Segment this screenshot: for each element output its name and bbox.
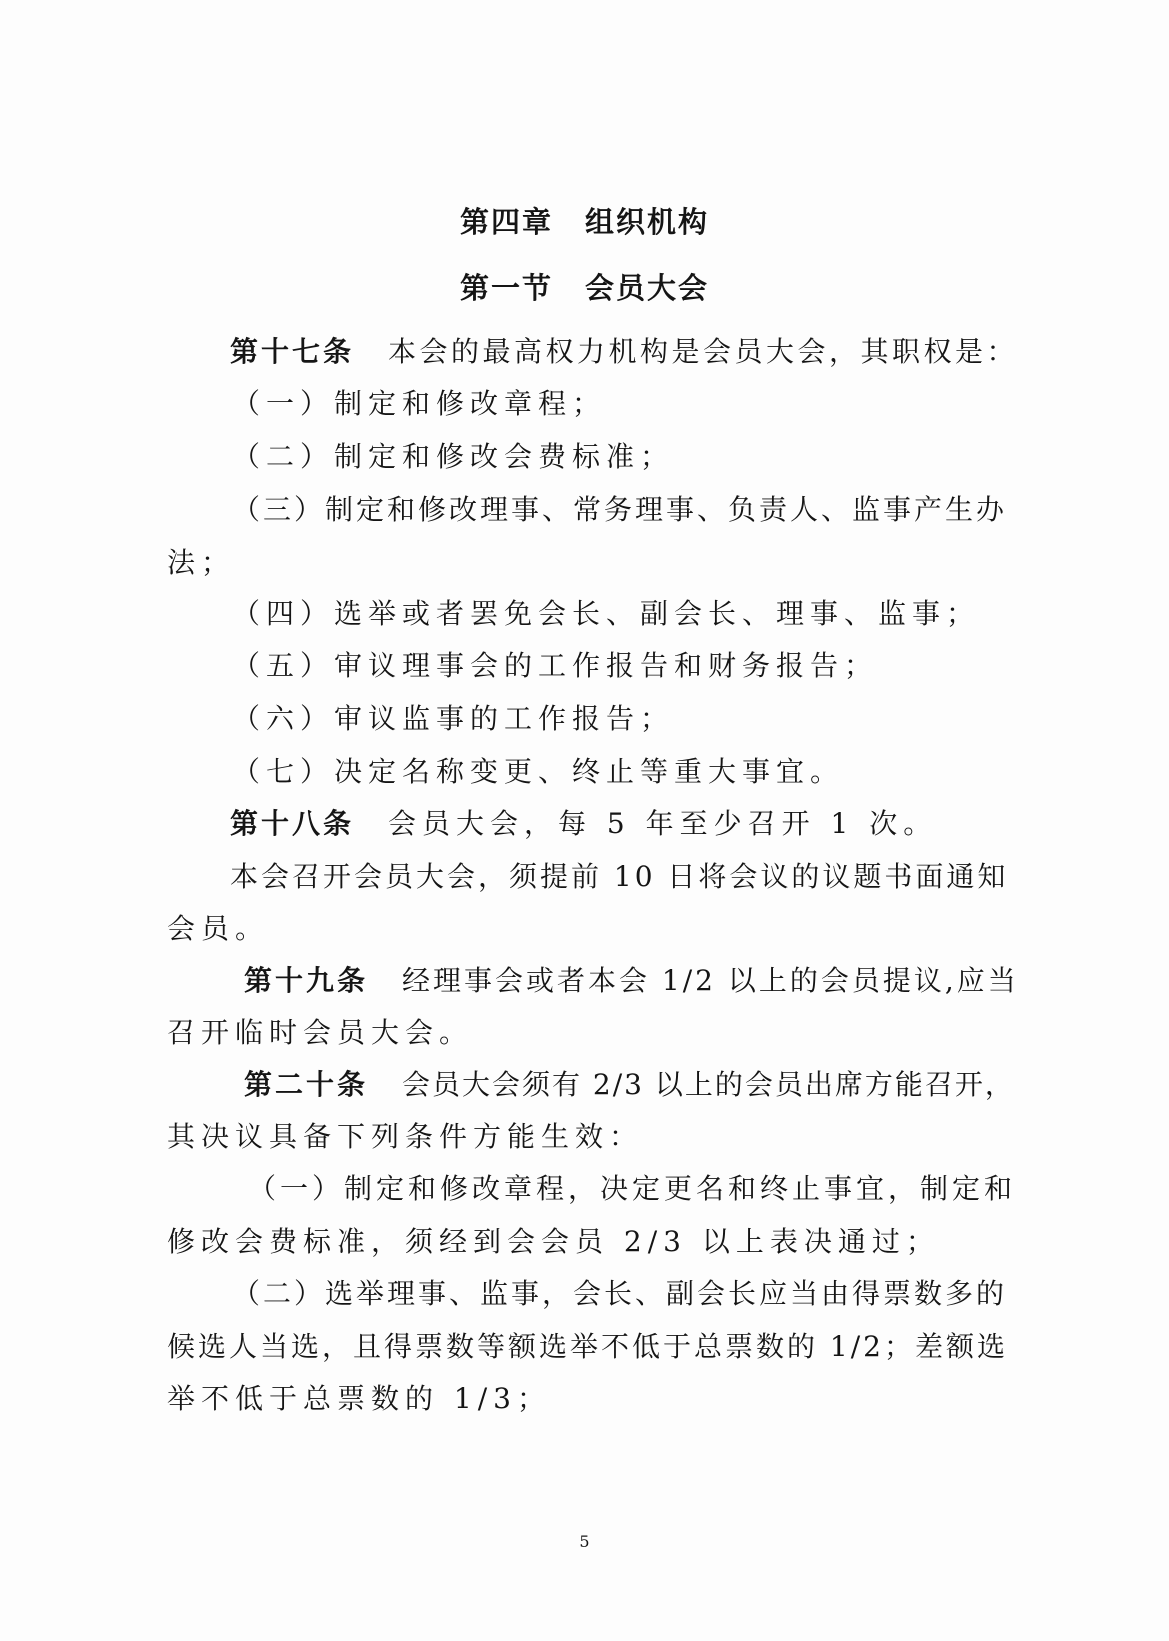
list-item: （五）审议理事会的工作报告和财务报告；: [232, 649, 879, 682]
chapter-title: 组织机构: [585, 205, 710, 239]
list-item-continuation: 法；: [167, 546, 236, 579]
list-item: （七）决定名称变更、终止等重大事宜。: [232, 755, 845, 788]
list-item: （三）制定和修改理事、常务理事、负责人、监事产生办: [232, 493, 1008, 526]
article-17: [230, 335, 1018, 369]
article-title: 第十八条: [230, 807, 355, 840]
list-item-continuation: 修改会费标准，须经到会会员 2/3 以上表决通过；: [167, 1225, 940, 1258]
paragraph-line: 其决议具备下列条件方能生效：: [167, 1120, 644, 1153]
list-item: （一）制定和修改章程；: [232, 387, 607, 420]
list-item: （四）选举或者罢免会长、副会长、理事、监事；: [232, 597, 981, 630]
paragraph-line: 会员。: [167, 912, 270, 945]
list-item-continuation: 举不低于总票数的 1/3；: [167, 1382, 551, 1415]
section-heading: [0, 266, 1169, 307]
list-item: （一）制定和修改章程，决定更名和终止事宜，制定和: [248, 1172, 1017, 1205]
article-text: 经理事会或者本会 1/2 以上的会员提议,应当: [402, 964, 1019, 997]
page-number: 5: [579, 1532, 590, 1551]
article-text: 会员大会，每 5 年至少召开 1 次。: [388, 807, 938, 840]
list-item: （六）审议监事的工作报告；: [232, 702, 675, 735]
list-item-continuation: 候选人当选，且得票数等额选举不低于总票数的 1/2；差额选: [167, 1330, 1008, 1363]
paragraph-line: 本会召开会员大会，须提前 10 日将会议的议题书面通知: [230, 860, 1009, 893]
article-18: [230, 807, 937, 841]
paragraph-line: 召开临时会员大会。: [167, 1016, 474, 1049]
article-20: [244, 1068, 1015, 1102]
chapter-heading: [0, 200, 1169, 241]
article-19: [244, 964, 1019, 998]
article-title: 第十七条: [230, 335, 355, 368]
section-title: 会员大会: [585, 271, 710, 305]
section-number: 第一节: [459, 271, 553, 305]
list-item: （二）选举理事、监事，会长、副会长应当由得票数多的: [232, 1277, 1008, 1310]
article-text: 本会的最高权力机构是会员大会，其职权是：: [388, 335, 1019, 368]
chapter-number: 第四章: [459, 205, 553, 239]
article-title: 第十九条: [244, 964, 369, 997]
article-text: 会员大会须有 2/3 以上的会员出席方能召开，: [402, 1068, 1015, 1101]
article-title: 第二十条: [244, 1068, 369, 1101]
list-item: （二）制定和修改会费标准；: [232, 440, 675, 473]
